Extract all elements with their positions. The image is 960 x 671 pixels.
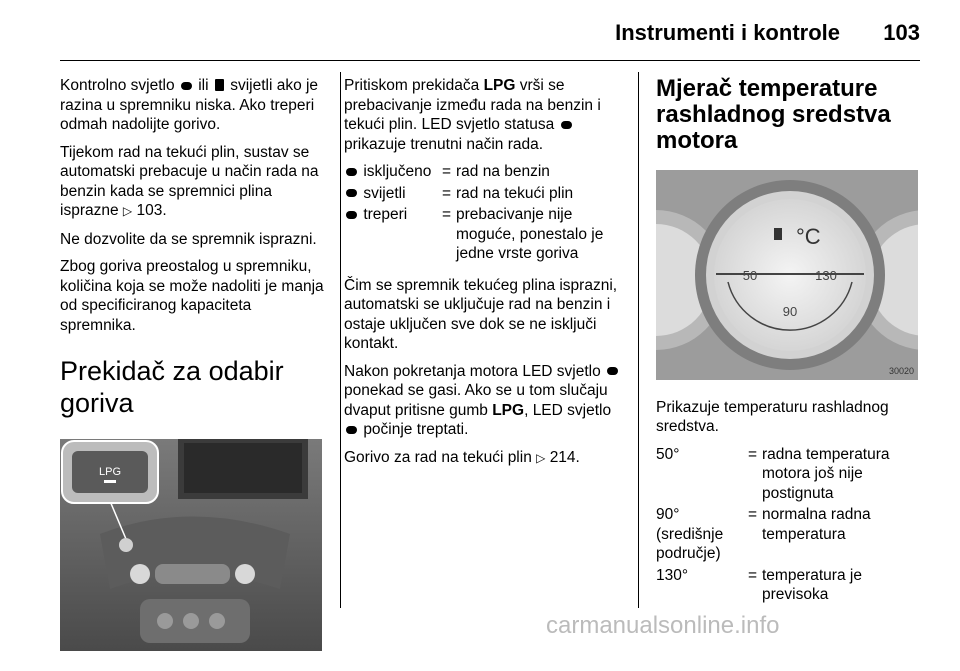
table-row: svijetli = rad na tekući plin — [344, 182, 628, 204]
photo-lpg-label: LPG — [98, 466, 122, 478]
column-3 — [656, 76, 926, 617]
paragraph-lpg-switch: Pritiskom prekidača LPG vrši se prebacivanje između rada na benzin i tekući plin. LED svjetlo statusa prikazuje trenutni način rada. — [344, 77, 601, 153]
gauge-tick-90: 90 — [782, 304, 798, 319]
header-rule — [60, 60, 920, 61]
coolant-gauge-photo — [656, 170, 918, 380]
column-divider-2 — [638, 72, 639, 608]
paragraph-no-empty: Ne dozvolite da se spremnik isprazni. — [60, 230, 317, 248]
paragraph-engine-start: Nakon pokretanja motora LED svjetlo ponekad se gasi. Ako se u tom slučaju dvaput pritisne gumb LPG, LED svjetlo počinje treptati. — [344, 362, 628, 440]
section-heading-fuel-selector: Prekidač za odabir goriva — [60, 356, 284, 418]
table-row: 130° = temperatura je previsoka — [656, 566, 862, 603]
led-icon — [346, 211, 357, 219]
column-divider-1 — [340, 72, 341, 608]
led-icon — [346, 189, 357, 197]
page-number: 103 — [883, 20, 920, 45]
fuel-indicator-icon — [181, 82, 192, 90]
table-row: 90° (središnje područje) = normalna radna temperatura — [656, 506, 871, 562]
paragraph-tank-empty: Čim se spremnik tekućeg plina isprazni, automatski se uključuje rad na benzin i ostaje uključen sve dok se ne isključi kontakt. — [344, 276, 618, 352]
table-row: 50° = radna temperatura motora još nije postignuta — [656, 445, 890, 502]
led-status-icon — [561, 121, 572, 129]
gauge-tick-50: 50 — [742, 268, 758, 283]
page-reference-icon: ▷ — [536, 450, 546, 465]
column-2 — [344, 76, 628, 476]
led-status-icon — [607, 367, 618, 375]
table-row: treperi = prebacivanje nije moguće, ponestalo je jedne vrste goriva — [344, 203, 628, 264]
lpg-switch-photo — [60, 439, 322, 651]
gauge-tick-130: 130 — [815, 268, 837, 283]
led-icon — [346, 168, 357, 176]
page-reference-icon: ▷ — [122, 204, 133, 218]
paragraph-coolant: Prikazuje temperaturu rashladnog sredstva. — [656, 398, 889, 435]
gauge-unit: °C — [796, 224, 821, 249]
led-status-icon — [346, 426, 357, 434]
paragraph-fuel-light: Kontrolno svjetlo ili svijetli ako je razina u spremniku niska. Ako treperi odmah nadolijte gorivo. — [60, 77, 319, 133]
column-1 — [60, 76, 328, 671]
table-row: isključeno = rad na benzin — [344, 162, 628, 182]
paragraph-remaining-fuel: Zbog goriva preostalog u spremniku, količina koja se može nadoliti je manja od specificiranog kapaciteta spremnika. — [60, 258, 324, 334]
paragraph-lpg-ref: Gorivo za rad na tekući plin ▷ 214. — [344, 448, 628, 469]
coolant-table — [656, 445, 926, 605]
fuel-pump-icon — [215, 79, 224, 91]
led-status-table — [344, 162, 628, 264]
page-header — [60, 18, 920, 48]
section-heading-coolant-gauge: Mjerač temperature rashladnog sredstva motora — [656, 75, 891, 154]
figure-code: 30020 — [888, 366, 914, 376]
page-title: Instrumenti i kontrole — [615, 20, 840, 45]
watermark: carmanualsonline.info — [546, 612, 780, 639]
paragraph-auto-switch: Tijekom rad na tekući plin, sustav se automatski prebacuje u način rada na benzin kada se spremnici plina isprazne ▷ 103. — [60, 143, 328, 222]
